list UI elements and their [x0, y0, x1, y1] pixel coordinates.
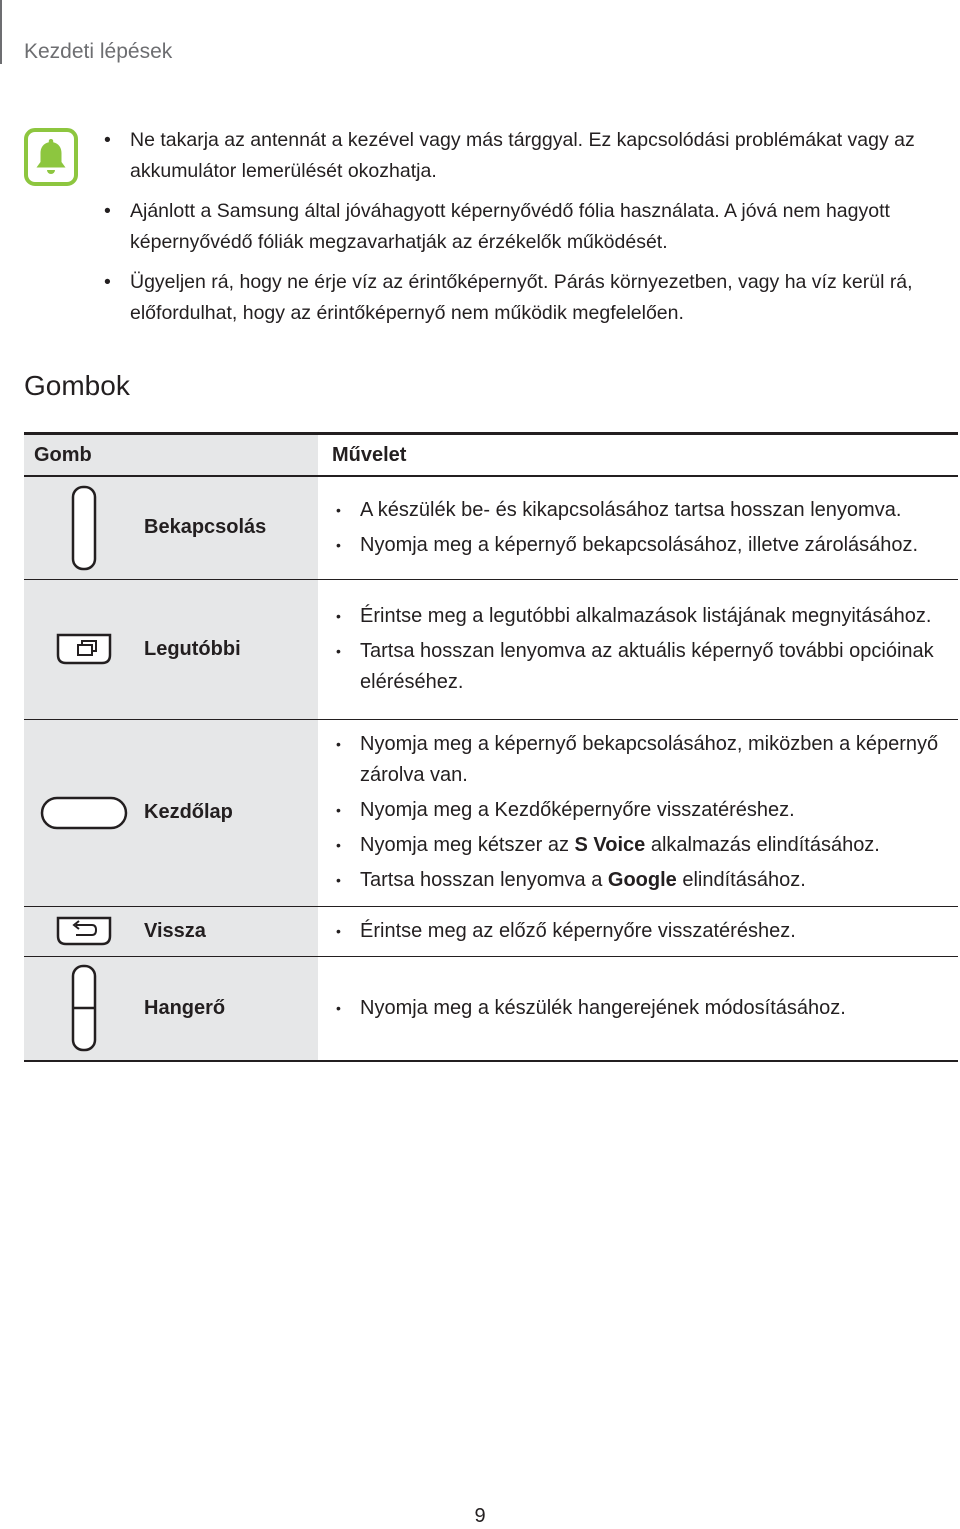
notice-item	[104, 125, 954, 187]
recent-apps-key-icon	[56, 637, 112, 659]
button-name: Vissza	[144, 906, 318, 956]
action-text: Tartsa hosszan lenyomva a	[360, 869, 608, 891]
buttons-table	[24, 432, 958, 1062]
bullet-dot: •	[336, 642, 341, 659]
action-text: Nyomja meg a képernyő bekapcsolásához, illetve zárolásához.	[360, 533, 919, 556]
bell-notice-icon	[24, 128, 78, 186]
bullet-dot: •	[336, 872, 341, 888]
table-row	[24, 906, 958, 956]
button-name: Hangerő	[144, 956, 318, 1061]
action-text: elindításához.	[676, 869, 806, 891]
button-name: Bekapcsolás	[144, 476, 318, 579]
action-item	[336, 993, 958, 1024]
bullet-dot: •	[336, 922, 341, 939]
notice-item	[104, 196, 954, 258]
power-key-icon	[71, 516, 97, 538]
table-row	[24, 579, 958, 719]
bullet-dot: •	[336, 501, 341, 518]
bullet-dot: •	[336, 536, 341, 553]
icon-cell	[24, 906, 144, 956]
notice-text: Ne takarja az antennát a kezével vagy más tárggyal. Ez kapcsolódási problémákat vagy az akkumulátor lemerülését okozhatja.	[130, 129, 915, 182]
action-text: Érintse meg a legutóbbi alkalmazások listájának megnyitásához.	[360, 604, 932, 627]
action-text: Nyomja meg a Kezdőképernyőre visszatéréshez.	[360, 799, 795, 821]
action-cell	[318, 956, 958, 1061]
bullet-dot: •	[104, 129, 111, 151]
notice-text: Ügyeljen rá, hogy ne érje víz az érintőképernyőt. Párás környezetben, vagy ha víz kerül rá, előfordulhat, hogy az érintőképernyő nem működik megfelelően.	[130, 271, 913, 324]
button-name: Legutóbbi	[144, 579, 318, 719]
action-item	[336, 795, 958, 826]
action-item	[336, 601, 958, 632]
table-row	[24, 956, 958, 1061]
action-cell	[318, 719, 958, 906]
bullet-dot: •	[336, 607, 341, 624]
table-row	[24, 719, 958, 906]
action-item	[336, 495, 958, 526]
bullet-dot: •	[336, 837, 341, 853]
volume-key-icon	[71, 997, 97, 1019]
icon-cell	[24, 956, 144, 1061]
column-header-action: Művelet	[318, 434, 958, 477]
table-row	[24, 476, 958, 579]
action-cell	[318, 579, 958, 719]
notice-text: Ajánlott a Samsung által jóváhagyott képernyővédő fólia használata. A jóvá nem hagyott képernyővédő fóliák megzavarhatják az érzékelők működését.	[130, 200, 890, 253]
app-name: Google	[607, 869, 677, 891]
notice-item	[104, 267, 954, 329]
page-edge-line	[0, 0, 2, 64]
action-text: alkalmazás elindításához.	[645, 834, 880, 856]
icon-cell	[24, 579, 144, 719]
action-item	[336, 865, 958, 896]
action-item	[336, 530, 958, 561]
bullet-dot: •	[336, 736, 341, 752]
bullet-dot: •	[104, 271, 111, 293]
action-text: Nyomja meg a készülék hangerejének módosításához.	[360, 996, 846, 1019]
action-item	[336, 830, 958, 861]
notice-list	[104, 125, 954, 338]
column-header-button: Gomb	[24, 434, 318, 477]
bullet-dot: •	[336, 802, 341, 818]
icon-cell	[24, 476, 144, 579]
action-text: Nyomja meg kétszer az	[360, 834, 575, 856]
action-text: Nyomja meg a képernyő bekapcsolásához, miközben a képernyő zárolva van.	[360, 733, 939, 786]
page-header: Kezdeti lépések	[24, 40, 173, 63]
bullet-dot: •	[336, 999, 341, 1016]
button-name: Kezdőlap	[144, 719, 318, 906]
action-text: Tartsa hosszan lenyomva az aktuális képernyő további opcióinak eléréséhez.	[360, 639, 934, 693]
page-number: 9	[474, 1505, 486, 1527]
action-cell	[318, 906, 958, 956]
section-title: Gombok	[24, 370, 130, 401]
app-name: S Voice	[574, 834, 646, 856]
home-key-icon	[40, 801, 128, 823]
back-key-icon	[56, 919, 112, 941]
icon-cell	[24, 719, 144, 906]
action-item	[336, 729, 958, 791]
action-item	[336, 636, 958, 698]
bullet-dot: •	[104, 200, 111, 222]
action-text: A készülék be- és kikapcsolásához tartsa hosszan lenyomva.	[360, 498, 902, 521]
action-text: Érintse meg az előző képernyőre visszatéréshez.	[360, 919, 796, 942]
action-item	[336, 916, 958, 947]
action-cell	[318, 476, 958, 579]
